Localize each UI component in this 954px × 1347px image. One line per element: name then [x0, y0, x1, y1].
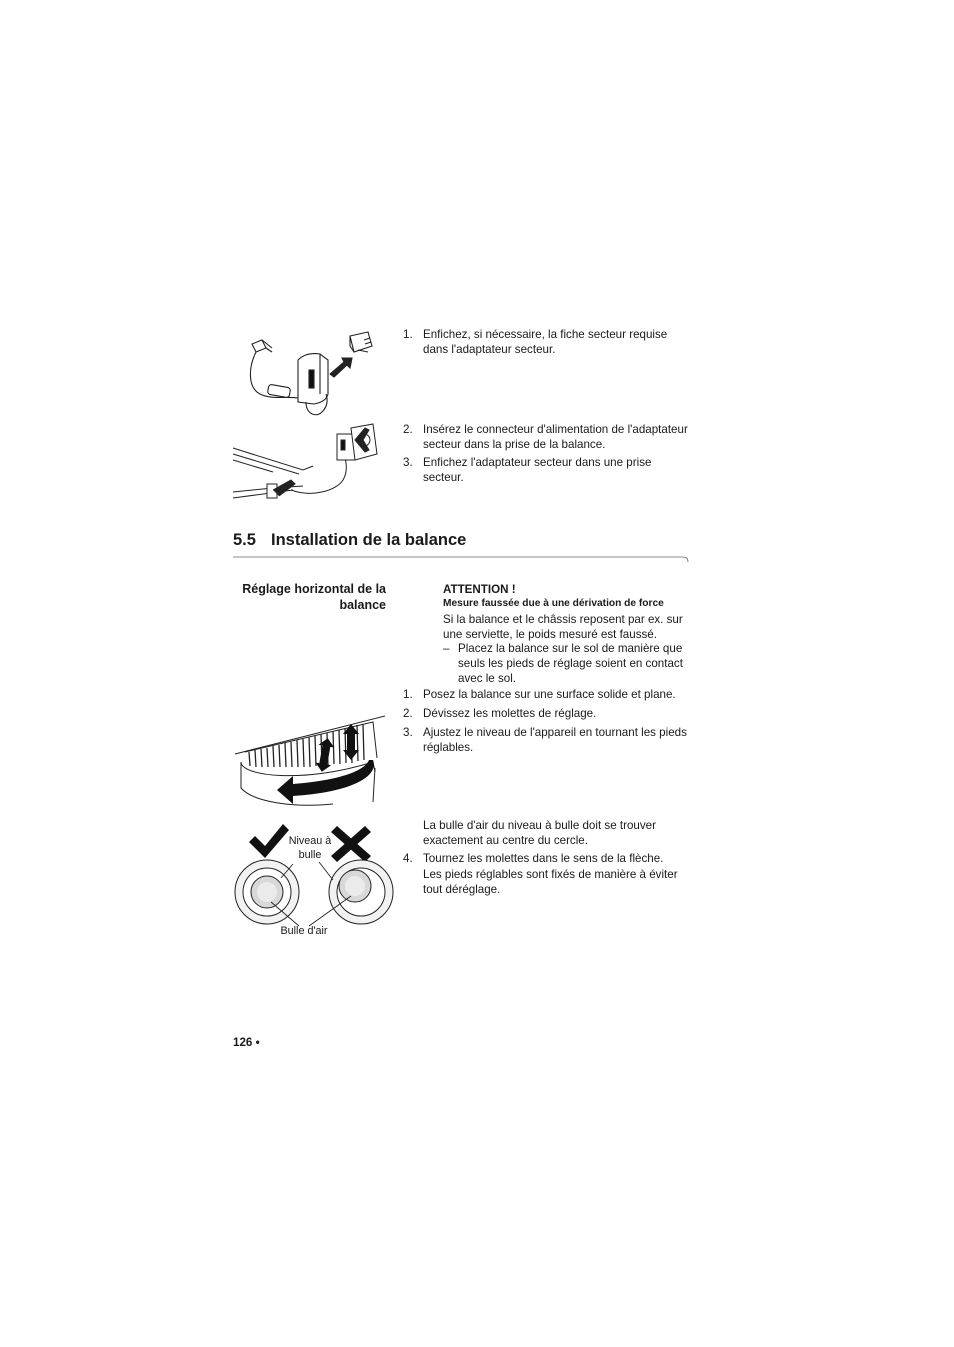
- step-text: Enfichez l'adaptateur secteur dans une prise secteur.: [423, 456, 652, 484]
- plug-insertion-illustration: [233, 420, 383, 510]
- step-number: 4.: [403, 852, 413, 865]
- section-title: Installation de la balance: [271, 531, 467, 549]
- step-text: Insérez le connecteur d'alimentation de l'adaptateur secteur dans la prise de la balance.: [423, 423, 688, 451]
- power-step-1: [403, 327, 693, 357]
- step-text: Posez la balance sur une surface solide et plane.: [423, 688, 676, 701]
- leveling-step-2: [403, 706, 693, 721]
- cross-icon: [331, 826, 371, 862]
- power-adapter-illustration: [246, 328, 386, 428]
- adjustable-foot-illustration: [233, 712, 393, 812]
- leveling-subheading: Réglage horizontal de la balance: [242, 582, 386, 612]
- leveling-step-4: [403, 851, 693, 866]
- attention-title: ATTENTION !: [443, 583, 516, 596]
- step-number: 2.: [403, 423, 413, 436]
- step-number: 2.: [403, 707, 413, 720]
- attention-text: Si la balance et le châssis reposent par ex. sur une serviette, le poids mesuré est faussé.: [443, 613, 683, 641]
- power-step-3: [403, 455, 693, 485]
- attention-bullet-text: Placez la balance sur le sol de manière que seuls les pieds de réglage soient en contact avec le sol.: [458, 642, 683, 685]
- leveling-step-3: [403, 725, 693, 755]
- section-number: 5.5: [233, 531, 256, 549]
- section-rule: [233, 556, 693, 568]
- step-text: Tournez les molettes dans le sens de la flèche.: [423, 852, 664, 865]
- attention-bullet: [443, 641, 693, 686]
- step-number: 1.: [403, 328, 413, 341]
- checkmark-icon: [249, 824, 289, 858]
- step-number: 3.: [403, 456, 413, 469]
- step-number: 3.: [403, 726, 413, 739]
- power-step-2: [403, 422, 693, 452]
- level-label: Niveau à bulle: [288, 835, 332, 861]
- bubble-note: La bulle d'air du niveau à bulle doit se trouver exactement au centre du cercle.: [423, 819, 656, 847]
- step-number: 1.: [403, 688, 413, 701]
- leveling-step-1: [403, 687, 693, 702]
- step-text: Dévissez les molettes de réglage.: [423, 707, 597, 720]
- section-heading: [233, 531, 466, 550]
- dash-marker: –: [443, 642, 450, 655]
- step-text: Ajustez le niveau de l'appareil en tournant les pieds réglables.: [423, 726, 687, 754]
- step-text: Enfichez, si nécessaire, la fiche secteur requise dans l'adaptateur secteur.: [423, 328, 668, 356]
- bubble-label: Bulle d'air: [280, 925, 328, 937]
- page-number: 126 •: [233, 1036, 260, 1049]
- attention-subtitle: Mesure faussée due à une dérivation de force: [443, 598, 664, 609]
- step4-note: Les pieds réglables sont fixés de manière à éviter tout déréglage.: [423, 868, 678, 896]
